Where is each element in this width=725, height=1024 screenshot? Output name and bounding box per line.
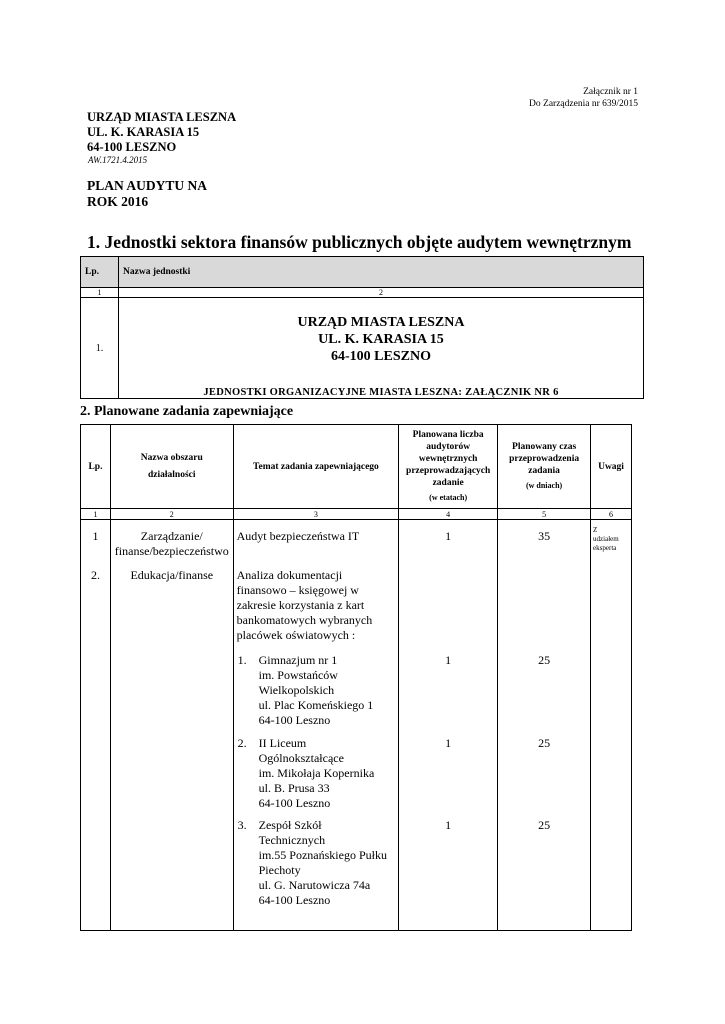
school-3-line: im.55 Poznańskiego Pułku [258, 848, 387, 862]
task1-area-line: Zarządzanie/ [140, 529, 203, 543]
school-2-days: 25 [538, 736, 551, 750]
remarks-cell [591, 520, 632, 931]
section1-heading: 1. Jednostki sektora finansów publicznych objęte audytem wewnętrznym [87, 232, 632, 252]
school-1-line: Gimnazjum nr 1 [258, 653, 338, 667]
task1-remark-line: udziałem [593, 535, 619, 543]
school-3-details [259, 818, 387, 908]
plan-title-line2: ROK 2016 [87, 194, 149, 209]
school-2-line: Ogólnokształcące [258, 751, 344, 765]
task1-topic: Audyt bezpieczeństwa IT [236, 529, 360, 543]
task1-auditors: 1 [445, 529, 452, 543]
office-street: UL. K. KARASIA 15 [87, 125, 200, 139]
col-header-auditors-unit: (w etatach) [429, 493, 468, 502]
task1-remark [593, 526, 619, 553]
column-number: 1 [81, 509, 111, 520]
col-header-area-line: Nazwa obszaru [140, 452, 203, 463]
col-header-auditors [399, 425, 498, 509]
school-1-days: 25 [538, 653, 551, 667]
task1-remark-line: Z [593, 526, 598, 534]
school-3-line: Piechoty [258, 863, 301, 877]
school-2-details [259, 736, 375, 811]
col-header-time-line: zadania [528, 466, 560, 476]
lp-cell [81, 520, 111, 931]
col-header-auditors-line: Planowana liczba [412, 430, 484, 440]
unit-cell [119, 298, 644, 399]
school-3-line: Technicznych [258, 833, 326, 847]
unit-name-line: URZĄD MIASTA LESZNA [297, 315, 465, 330]
tasks-table-body [81, 520, 632, 931]
task2-topic-line: placówek oświatowych : [236, 628, 356, 642]
school-1-line: Wielkopolskich [258, 683, 335, 697]
office-header [87, 110, 236, 166]
task2-topic [237, 568, 373, 643]
task1-area-line: finanse/bezpieczeństwo [114, 544, 229, 558]
office-city: 64-100 LESZNO [87, 140, 177, 154]
task1-days: 35 [538, 529, 551, 543]
unit-organizational-note: JEDNOSTKI ORGANIZACYJNE MIASTA LESZNA: ZAŁĄCZNIK NR 6 [203, 387, 559, 398]
plan-title [87, 178, 207, 210]
column-number: 3 [233, 509, 399, 520]
unit-street: UL. K. KARASIA 15 [318, 332, 444, 347]
unit-lp: 1. [81, 298, 119, 399]
col-header-lp: Lp. [81, 257, 119, 288]
column-number: 6 [591, 509, 632, 520]
col-header-area-line: działalności [148, 469, 196, 480]
task2-area: Edukacja/finanse [130, 568, 214, 582]
col-header-topic: Temat zadania zapewniającego [233, 425, 399, 509]
tasks-table-header [81, 425, 632, 509]
section2-heading: 2. Planowane zadania zapewniające [80, 404, 294, 419]
col-header-time [498, 425, 591, 509]
school-1-number: 1. [237, 653, 247, 667]
school-1-line: ul. Plac Komeńskiego 1 [258, 698, 374, 712]
column-number: 4 [399, 509, 498, 520]
school-1-line: 64-100 Leszno [258, 713, 331, 727]
topic-cell [233, 520, 399, 931]
office-name: URZĄD MIASTA LESZNA [87, 110, 237, 124]
col-header-auditors-line: wewnętrznych [418, 454, 478, 464]
school-3-line: Zespół Szkół [258, 818, 322, 832]
plan-title-line1: PLAN AUDYTU NA [87, 178, 208, 193]
units-table-column-numbers [81, 288, 644, 298]
office-reference-number: AW.1721.4.2015 [88, 155, 148, 165]
school-2-line: II Liceum [258, 736, 307, 750]
task2-topic-line: finansowo – księgowej w [236, 583, 359, 597]
school-1-line: im. Powstańców [258, 668, 338, 682]
school-3-line: ul. G. Narutowicza 74a [258, 878, 371, 892]
col-header-area [110, 425, 233, 509]
units-table-row [81, 298, 644, 399]
days-cell [498, 520, 591, 931]
school-2-line: ul. B. Prusa 33 [258, 781, 330, 795]
col-header-auditors-line: przeprowadzających [406, 466, 491, 476]
school-3-line: 64-100 Leszno [258, 893, 331, 907]
task1-lp: 1 [92, 529, 99, 543]
school-3-auditors: 1 [445, 818, 452, 832]
column-number: 1 [81, 288, 119, 298]
col-header-time-line: Planowany czas [512, 442, 577, 452]
unit-city: 64-100 LESZNO [331, 349, 431, 364]
auditors-cell [399, 520, 498, 931]
column-number: 2 [119, 288, 644, 298]
annex-line: Załącznik nr 1 [583, 87, 638, 97]
tasks-table [80, 424, 632, 931]
school-1-auditors: 1 [445, 653, 452, 667]
col-header-auditors-line: audytorów [426, 442, 471, 452]
col-header-remarks: Uwagi [591, 425, 632, 509]
unit-name [119, 298, 643, 365]
col-header-unit-name: Nazwa jednostki [119, 257, 644, 288]
task2-lp: 2. [90, 568, 100, 582]
area-cell [110, 520, 233, 931]
units-table [80, 256, 644, 399]
units-table-header [81, 257, 644, 288]
annex-reference [529, 86, 638, 110]
col-header-auditors-line: zadanie [432, 478, 464, 488]
task2-topic-line: zakresie korzystania z kart [236, 598, 365, 612]
school-2-auditors: 1 [445, 736, 452, 750]
task1-remark-line: eksperta [593, 544, 617, 552]
school-2-line: 64-100 Leszno [258, 796, 331, 810]
tasks-table-column-numbers [81, 509, 632, 520]
task1-area [111, 529, 233, 559]
school-2-line: im. Mikołaja Kopernika [258, 766, 375, 780]
column-number: 2 [110, 509, 233, 520]
school-1-details [259, 653, 374, 728]
task2-topic-line: Analiza dokumentacji [236, 568, 343, 582]
col-header-lp: Lp. [81, 425, 111, 509]
school-3-days: 25 [538, 818, 551, 832]
school-2-number: 2. [237, 736, 247, 750]
task2-topic-line: bankomatowych wybranych [236, 613, 373, 627]
school-3-number: 3. [237, 818, 247, 832]
col-header-time-line: przeprowadzenia [509, 454, 580, 464]
col-header-time-unit: (w dniach) [525, 481, 563, 490]
annex-ordinance: Do Zarządzenia nr 639/2015 [529, 99, 638, 109]
column-number: 5 [498, 509, 591, 520]
